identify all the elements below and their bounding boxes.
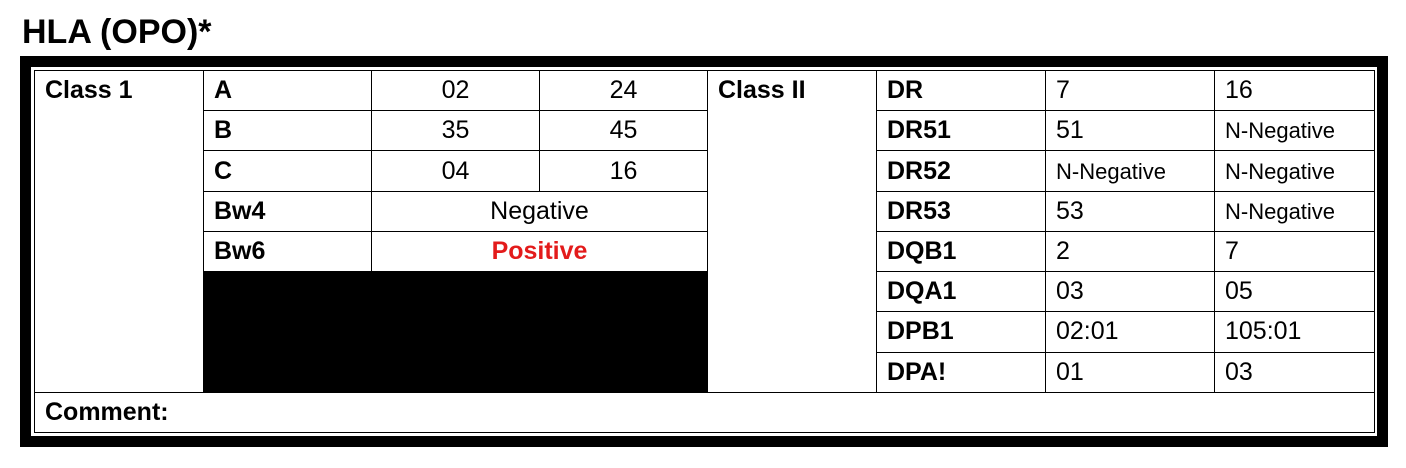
class2-locus-dpa: DPA! xyxy=(877,352,1046,392)
class2-dr51-value-2: N-Negative xyxy=(1215,111,1375,151)
class2-dpa-value-2: 03 xyxy=(1215,352,1375,392)
redacted-block xyxy=(204,272,708,393)
class2-dpb1-value-1: 02:01 xyxy=(1046,312,1215,352)
class2-dpb1-value-2: 105:01 xyxy=(1215,312,1375,352)
class2-locus-dr: DR xyxy=(877,71,1046,111)
comment-row xyxy=(35,392,1375,432)
class2-locus-dpb1: DPB1 xyxy=(877,312,1046,352)
page-title: HLA (OPO)* xyxy=(22,13,212,51)
comment-cell xyxy=(35,392,1375,432)
table-row xyxy=(35,272,1375,312)
class1-bw4-label: Bw4 xyxy=(204,191,372,231)
table-frame xyxy=(20,56,1388,447)
class1-a-value-2: 24 xyxy=(540,71,708,111)
class2-dqb1-value-2: 7 xyxy=(1215,231,1375,271)
table-row xyxy=(35,111,1375,151)
class1-bw6-value: Positive xyxy=(372,231,708,271)
class1-b-value-1: 35 xyxy=(372,111,540,151)
table-row xyxy=(35,191,1375,231)
class1-locus-c: C xyxy=(204,151,372,191)
class2-locus-dqb1: DQB1 xyxy=(877,231,1046,271)
class2-dqa1-value-2: 05 xyxy=(1215,272,1375,312)
class2-dr-value-2: 16 xyxy=(1215,71,1375,111)
class1-c-value-1: 04 xyxy=(372,151,540,191)
class1-locus-a: A xyxy=(204,71,372,111)
class2-dr52-value-2: N-Negative xyxy=(1215,151,1375,191)
class2-dr-value-1: 7 xyxy=(1046,71,1215,111)
table-row xyxy=(35,71,1375,111)
class2-dpa-value-1: 01 xyxy=(1046,352,1215,392)
class1-label: Class 1 xyxy=(35,71,204,393)
class2-dqa1-value-1: 03 xyxy=(1046,272,1215,312)
class2-locus-dr53: DR53 xyxy=(877,191,1046,231)
table-row xyxy=(35,151,1375,191)
class2-dr53-value-1: 53 xyxy=(1046,191,1215,231)
class2-label: Class II xyxy=(708,71,877,393)
class1-bw6-label: Bw6 xyxy=(204,231,372,271)
class2-locus-dr51: DR51 xyxy=(877,111,1046,151)
class2-dqb1-value-1: 2 xyxy=(1046,231,1215,271)
class2-dr52-value-1: N-Negative xyxy=(1046,151,1215,191)
class2-dr51-value-1: 51 xyxy=(1046,111,1215,151)
class2-locus-dr52: DR52 xyxy=(877,151,1046,191)
table-inner-frame xyxy=(31,67,1377,436)
class2-locus-dqa1: DQA1 xyxy=(877,272,1046,312)
class1-b-value-2: 45 xyxy=(540,111,708,151)
class1-bw4-value: Negative xyxy=(372,191,708,231)
class1-locus-b: B xyxy=(204,111,372,151)
table-row xyxy=(35,231,1375,271)
class2-dr53-value-2: N-Negative xyxy=(1215,191,1375,231)
hla-typing-table xyxy=(34,70,1375,433)
class1-c-value-2: 16 xyxy=(540,151,708,191)
comment-label: Comment: xyxy=(45,397,169,426)
class1-a-value-1: 02 xyxy=(372,71,540,111)
